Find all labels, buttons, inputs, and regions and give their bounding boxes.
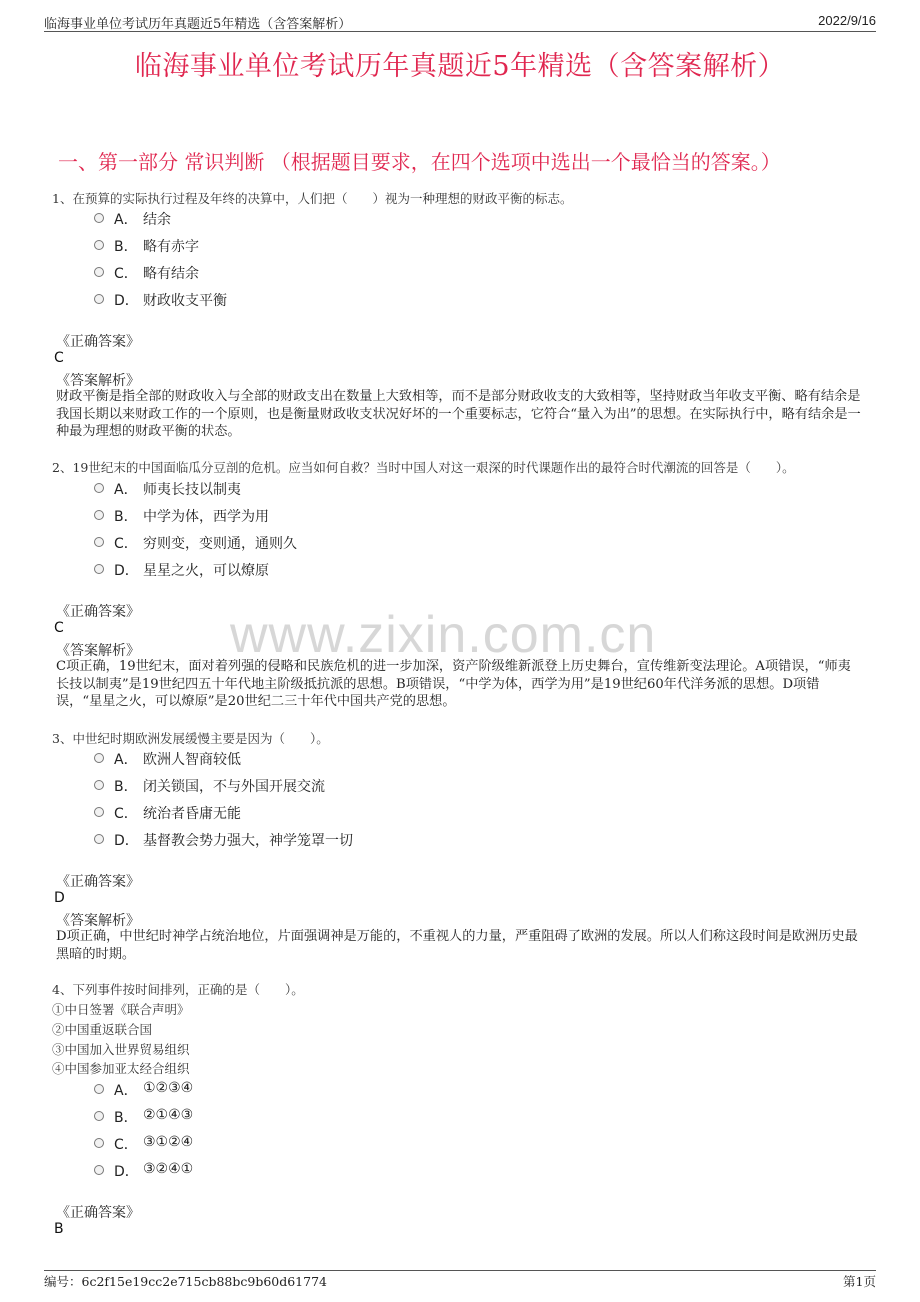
- analysis-label: 《答案解析》: [56, 643, 140, 659]
- page-footer: [44, 1272, 876, 1290]
- option-text: ①②③④: [143, 1080, 194, 1096]
- radio-button[interactable]: [94, 807, 104, 817]
- radio-button[interactable]: [94, 213, 104, 223]
- option-letter: A．: [114, 1083, 138, 1099]
- section-heading: 一、第一部分 常识判断 （根据题目要求，在四个选项中选出一个最恰当的答案。）: [58, 150, 781, 174]
- header-date: 2022/9/16: [818, 13, 876, 28]
- correct-answer: B: [54, 1221, 64, 1237]
- correct-answer: D: [54, 890, 65, 906]
- radio-button[interactable]: [94, 1084, 104, 1094]
- correct-answer: C: [54, 620, 64, 636]
- analysis-label: 《答案解析》: [56, 913, 140, 929]
- document-title: 临海事业单位考试历年真题近5年精选（含答案解析）: [134, 51, 786, 82]
- header-title: 临海事业单位考试历年真题近5年精选（含答案解析）: [44, 17, 352, 32]
- option-letter: A．: [114, 212, 138, 228]
- question-stem: 4、下列事件按时间排列，正确的是（ ）。: [52, 982, 304, 997]
- option-text: 统治者昏庸无能: [143, 806, 241, 822]
- option-text: 欧洲人智商较低: [143, 752, 241, 768]
- footer-divider: [44, 1270, 876, 1271]
- option-text: 略有结余: [143, 266, 199, 282]
- option-letter: D．: [114, 293, 139, 309]
- header-divider: [44, 31, 876, 32]
- option-letter: D．: [114, 563, 139, 579]
- correct-answer-label: 《正确答案》: [56, 334, 140, 350]
- watermark: www.zixin.com.cn: [230, 606, 657, 664]
- page-header: [44, 13, 876, 31]
- option-text: ②①④③: [143, 1107, 194, 1123]
- option-letter: B．: [114, 779, 138, 795]
- radio-button[interactable]: [94, 1165, 104, 1175]
- option-letter: D．: [114, 833, 139, 849]
- radio-button[interactable]: [94, 1111, 104, 1121]
- option-letter: B．: [114, 509, 138, 525]
- correct-answer-label: 《正确答案》: [56, 874, 140, 890]
- option-letter: C．: [114, 266, 138, 282]
- option-letter: A．: [114, 752, 138, 768]
- radio-button[interactable]: [94, 564, 104, 574]
- correct-answer-label: 《正确答案》: [56, 1205, 140, 1221]
- radio-button[interactable]: [94, 240, 104, 250]
- option-letter: A．: [114, 482, 138, 498]
- correct-answer: C: [54, 350, 64, 366]
- option-text: 基督教会势力强大，神学笼罩一切: [143, 833, 353, 849]
- analysis-text: 财政平衡是指全部的财政收入与全部的财政支出在数量上大致相等，而不是部分财政收支的大致相等，坚持财政当年收支平衡、略有结余是我国长期以来财政工作的一个原则，也是衡量财政收支状况好坏的一个重要标志，它符合“量入为出”的思想。在实际执行中，略有结余是一种最为理想的财政平衡的状态。: [56, 389, 861, 439]
- option-text: 师夷长技以制夷: [143, 482, 241, 498]
- option-text: ③①②④: [143, 1134, 194, 1150]
- question-stem: 1、在预算的实际执行过程及年终的决算中，人们把（ ）视为一种理想的财政平衡的标志。: [52, 191, 573, 206]
- option-text: ③②④①: [143, 1161, 194, 1177]
- option-text: 财政收支平衡: [143, 293, 227, 309]
- analysis-text: C项正确，19世纪末，面对着列强的侵略和民族危机的进一步加深，资产阶级维新派登上历史舞台，宣传维新变法理论。A项错误，“师夷长技以制夷”是19世纪四五十年代地主阶级抵抗派的思想。B项错误，“中学为体，西学为用”是19世纪60年代洋务派的思想。D项错误，“星星之火，可以燎原”是20世纪二三十年代中国共产党的思想。: [56, 659, 851, 709]
- option-letter: B．: [114, 239, 138, 255]
- option-text: 略有赤字: [143, 239, 199, 255]
- list-item: ③中国加入世界贸易组织: [52, 1042, 190, 1057]
- option-letter: D．: [114, 1164, 139, 1180]
- page-number: 第1页: [843, 1274, 876, 1289]
- option-text: 闭关锁国，不与外国开展交流: [143, 779, 325, 795]
- correct-answer-label: 《正确答案》: [56, 604, 140, 620]
- radio-button[interactable]: [94, 834, 104, 844]
- list-item: ②中国重返联合国: [52, 1022, 153, 1037]
- option-letter: C．: [114, 806, 138, 822]
- radio-button[interactable]: [94, 780, 104, 790]
- option-text: 穷则变，变则通，通则久: [143, 536, 297, 552]
- option-text: 中学为体，西学为用: [143, 509, 269, 525]
- radio-button[interactable]: [94, 510, 104, 520]
- radio-button[interactable]: [94, 753, 104, 763]
- radio-button[interactable]: [94, 537, 104, 547]
- radio-button[interactable]: [94, 483, 104, 493]
- document-code: 编号：6c2f15e19cc2e715cb88bc9b60d61774: [44, 1274, 327, 1289]
- analysis-label: 《答案解析》: [56, 373, 140, 389]
- radio-button[interactable]: [94, 267, 104, 277]
- list-item: ①中日签署《联合声明》: [52, 1002, 190, 1017]
- option-text: 星星之火，可以燎原: [143, 563, 269, 579]
- question-stem: 3、中世纪时期欧洲发展缓慢主要是因为（ ）。: [52, 731, 329, 746]
- option-letter: C．: [114, 536, 138, 552]
- option-letter: B．: [114, 1110, 138, 1126]
- analysis-text: D项正确，中世纪时神学占统治地位，片面强调神是万能的，不重视人的力量，严重阻碍了欧洲的发展。所以人们称这段时间是欧洲历史最黑暗的时期。: [56, 929, 858, 962]
- radio-button[interactable]: [94, 1138, 104, 1148]
- option-letter: C．: [114, 1137, 138, 1153]
- question-stem: 2、19世纪末的中国面临瓜分豆剖的危机。应当如何自救？当时中国人对这一艰深的时代课题作出的最符合时代潮流的回答是（ ）。: [52, 460, 795, 475]
- radio-button[interactable]: [94, 294, 104, 304]
- list-item: ④中国参加亚太经合组织: [52, 1061, 190, 1076]
- option-text: 结余: [143, 212, 171, 228]
